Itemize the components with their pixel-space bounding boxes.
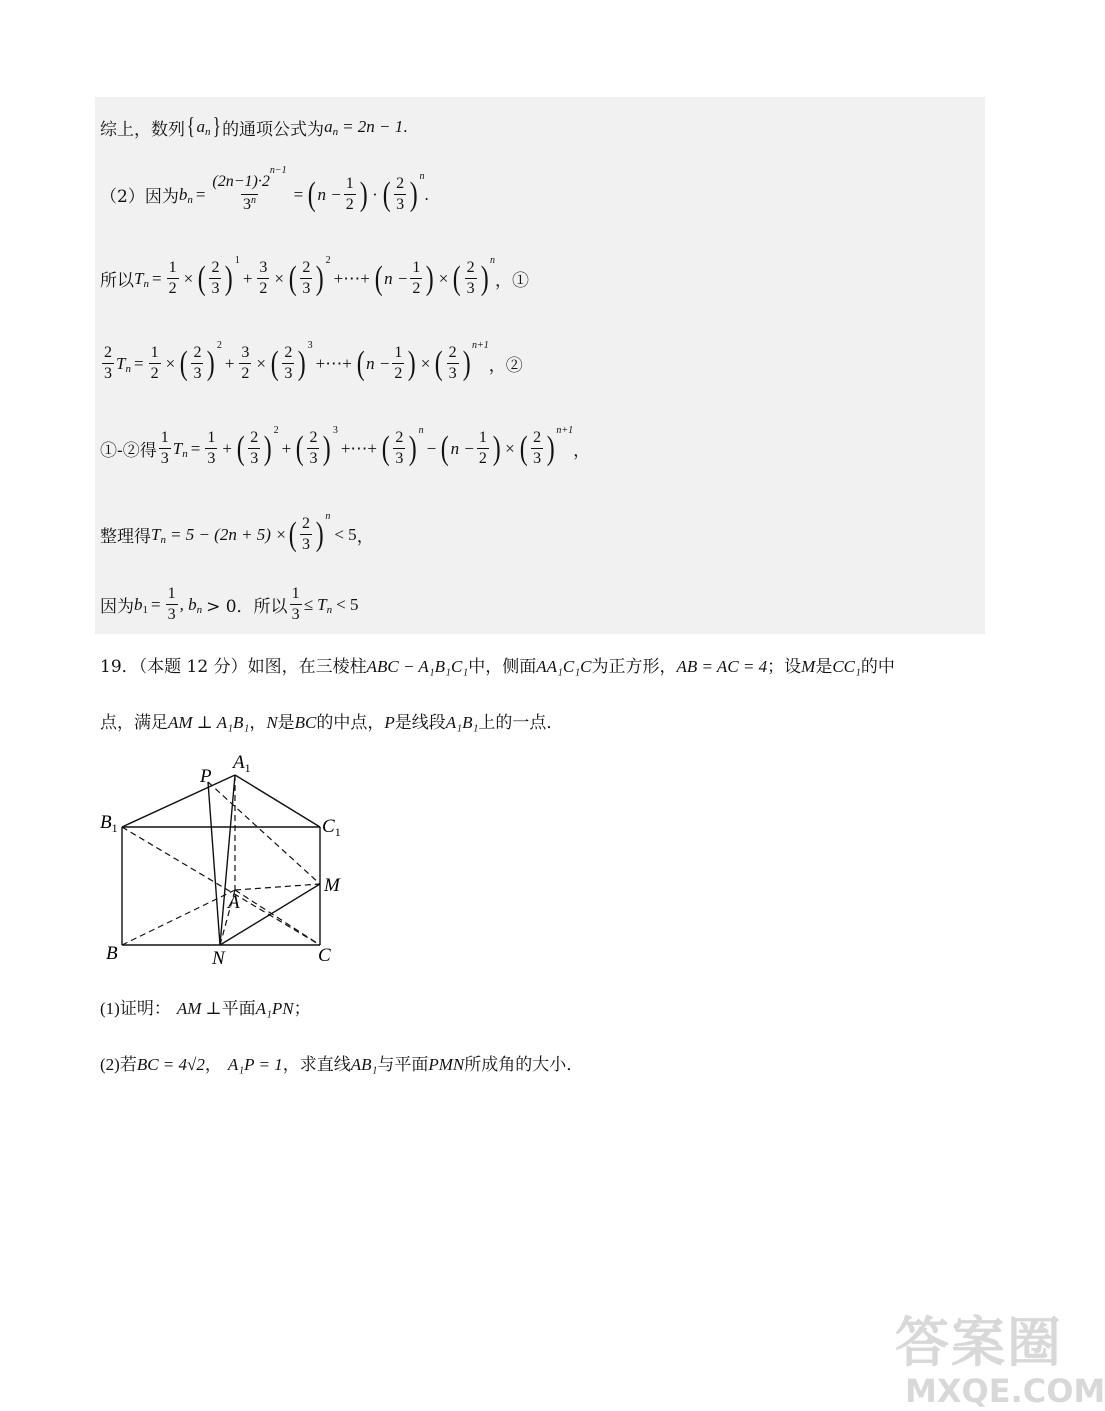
text: 平面 (221, 999, 256, 1019)
math: PMN (428, 1055, 465, 1074)
math: AM ⊥ A₁B₁ (168, 713, 250, 732)
brace-left: { (186, 114, 195, 140)
prism-figure (100, 750, 360, 970)
text: 中，侧面 (468, 657, 537, 677)
fraction (531, 428, 543, 469)
fraction (167, 258, 179, 299)
numerator: 1 (168, 259, 177, 276)
plus: + (242, 268, 253, 288)
paren: ( (440, 429, 449, 467)
paren: ( (374, 259, 383, 297)
text: 是线段 (394, 713, 446, 733)
ellipsis: +⋯+ (340, 438, 377, 458)
paren: ( (236, 429, 245, 467)
equals: = (151, 268, 162, 288)
denominator: 3 (448, 365, 457, 382)
denominator: 2 (241, 365, 250, 382)
text: 是 (815, 657, 833, 677)
text: ，求直线 (282, 1055, 351, 1075)
paren: ( (295, 429, 304, 467)
problem-line-2 (100, 708, 563, 733)
denominator: 3 (211, 280, 220, 297)
math: < 5 (334, 524, 357, 544)
problem-line-1 (100, 652, 895, 677)
math-sub: 1 (142, 603, 148, 616)
label-c1: $C_1$ (322, 816, 341, 839)
math: T (151, 524, 161, 544)
segment-pm (208, 782, 320, 884)
fraction (248, 428, 260, 469)
paren: ) (409, 429, 417, 467)
numerator: 1 (345, 175, 354, 192)
text: . (424, 184, 429, 204)
math: = 2n − 1 (342, 117, 404, 136)
times: × (505, 438, 515, 458)
math: A₁P = 1 (227, 1055, 283, 1074)
watermark-brand: 答案圈 (895, 1311, 1063, 1374)
text: ， (204, 1055, 222, 1075)
sup: n (251, 195, 257, 206)
math: AA₁C₁C (536, 657, 592, 676)
paren: ) (359, 175, 368, 213)
numerator: 2 (250, 429, 259, 446)
math: BC (294, 713, 317, 732)
fraction (392, 343, 404, 384)
watermark-site: MXQE.COM (905, 1372, 1105, 1410)
sup: n (419, 171, 425, 182)
math-sub: n (326, 603, 333, 616)
fraction (410, 258, 422, 299)
paren: ) (462, 344, 471, 382)
equals: = (293, 184, 304, 204)
paren: ( (288, 515, 297, 553)
fraction (166, 584, 178, 625)
paren: ( (356, 344, 365, 382)
denominator: 3 (104, 365, 112, 382)
text: 是 (277, 713, 295, 733)
math: AB = AC = 4 (676, 657, 768, 676)
fraction (210, 165, 288, 217)
paren: ) (298, 344, 306, 382)
math: A₁PN (255, 999, 294, 1018)
text: ， (356, 527, 374, 547)
fraction (465, 258, 477, 299)
math-sub: n (160, 533, 166, 546)
numerator: 1 (412, 259, 421, 276)
math: a (196, 117, 206, 136)
paren: ( (382, 175, 391, 213)
denominator: 2 (478, 450, 487, 467)
dot: · (372, 184, 378, 204)
paren: ) (263, 429, 272, 467)
math: P (384, 713, 395, 732)
math: n − (317, 184, 342, 204)
denominator: 3 (167, 606, 176, 623)
denominator: 3 (302, 280, 311, 297)
numerator: 2 (302, 259, 311, 276)
paren: ) (207, 344, 216, 382)
equals: = (133, 353, 144, 373)
numerator: 2 (448, 344, 457, 361)
fraction (209, 258, 221, 299)
fraction (102, 343, 114, 384)
denominator: 2 (394, 365, 403, 382)
sup: n (418, 425, 424, 436)
label-c: C (318, 945, 331, 966)
label-a: A (228, 892, 240, 913)
text: 综上，数列 (100, 119, 185, 140)
numerator: 1 (291, 585, 300, 602)
times: × (420, 353, 431, 373)
math-sub: n (125, 362, 131, 375)
denominator: 3 (160, 450, 169, 467)
math: A₁B₁ (445, 713, 479, 732)
watermark (895, 1300, 1105, 1410)
fraction (191, 343, 203, 384)
numerator: 2 (193, 344, 202, 361)
numerator: 2 (302, 515, 311, 532)
text: (2)若 (100, 1055, 137, 1074)
fraction (290, 584, 302, 625)
brace-right: } (212, 114, 221, 140)
text: 为正方形， (591, 657, 677, 677)
math-sub: n (205, 126, 211, 138)
math: AB₁ (350, 1055, 378, 1074)
denominator: 2 (259, 280, 268, 297)
text: ；设 (767, 657, 802, 677)
fraction (393, 428, 405, 469)
text: （2）因为 (100, 187, 179, 207)
math: , b (179, 594, 197, 614)
denominator: 3 (207, 450, 216, 467)
text: 所以 (100, 271, 134, 291)
sup: n (325, 511, 331, 522)
text: （本题 12 分）如图，在三棱柱 (138, 657, 367, 677)
paren: ( (288, 259, 297, 297)
solution-line-2 (100, 165, 429, 217)
paren: ( (197, 259, 206, 297)
label-n: N (212, 948, 225, 969)
fraction (159, 428, 171, 469)
text: 的通项公式为 (222, 119, 325, 140)
math: BC = 4√2 (136, 1055, 205, 1074)
paren: ( (307, 175, 316, 213)
numerator: 2 (309, 429, 318, 446)
denominator: 3 (395, 450, 404, 467)
denominator: 2 (345, 196, 354, 213)
times: × (438, 268, 449, 288)
text: . (403, 117, 408, 136)
sup: 1 (234, 255, 240, 266)
math: N (266, 713, 278, 732)
numerator: 3 (259, 259, 268, 276)
solution-line-6 (100, 511, 374, 555)
paren: ) (316, 259, 324, 297)
sup: n−1 (269, 165, 287, 176)
segment-pn (208, 782, 220, 945)
text: 的中点， (316, 713, 385, 733)
text: 所成角的大小． (464, 1055, 584, 1075)
label-a1: $A_1$ (233, 752, 251, 775)
math-sub: n (196, 603, 203, 616)
denominator: 2 (150, 365, 159, 382)
numerator: 1 (160, 429, 169, 446)
math: ABC − A₁B₁C₁ (366, 657, 469, 676)
question-2 (100, 1050, 583, 1075)
denominator: 3 (466, 280, 475, 297)
text: ， (573, 441, 591, 461)
plus: + (222, 438, 232, 458)
denominator: 2 (168, 280, 177, 297)
math: a (324, 117, 333, 136)
paren: ) (323, 429, 332, 467)
math: M (801, 657, 816, 676)
numerator: 2 (396, 175, 405, 192)
text: (1)证明： (100, 999, 171, 1018)
text: ，② (488, 356, 523, 376)
solution-line-3 (100, 255, 529, 299)
text: ，① (494, 271, 529, 291)
fraction (282, 343, 294, 384)
text: 点，满足 (100, 713, 168, 733)
denominator: 3 (193, 365, 202, 382)
numerator: 1 (207, 429, 216, 446)
math: b (178, 184, 188, 204)
numerator: 2 (395, 429, 404, 446)
math: n − (384, 268, 409, 288)
times: × (274, 268, 284, 288)
denominator: 3 (309, 450, 318, 467)
equals: = (190, 438, 201, 458)
paren: ) (480, 259, 489, 297)
problem-number: 19． (100, 657, 139, 677)
fraction (300, 514, 312, 555)
numerator: 2 (284, 344, 293, 361)
sup: 2 (216, 340, 222, 351)
paren: ( (381, 429, 390, 467)
math: ≤ T (303, 594, 327, 614)
denominator: 3 (396, 196, 405, 213)
plus: + (224, 353, 235, 373)
numerator: 2 (104, 344, 112, 361)
math: T (134, 268, 144, 288)
math: < 5 (336, 594, 359, 614)
fraction (300, 258, 312, 299)
math-sub: n (182, 447, 188, 460)
ellipsis: +⋯+ (333, 268, 370, 288)
paren: ) (408, 344, 417, 382)
text: > 0．所以 (206, 597, 288, 617)
solution-line-4 (100, 340, 523, 384)
solution-line-7 (100, 584, 358, 625)
fraction (239, 343, 251, 384)
math: b (134, 594, 143, 614)
ellipsis: +⋯+ (315, 353, 352, 373)
denominator: 3 (291, 606, 300, 623)
math: CC₁ (832, 657, 861, 676)
paren: ( (179, 344, 188, 382)
segment-am (235, 884, 320, 890)
text: 的中 (860, 657, 895, 677)
denominator: 3 (302, 536, 311, 553)
math: n − (450, 438, 475, 458)
label-p: P (200, 766, 212, 787)
minus: − (426, 438, 437, 458)
text: 整理得 (100, 527, 151, 547)
denominator: 3 (533, 450, 542, 467)
label-m: M (324, 875, 340, 896)
paren: ( (270, 344, 279, 382)
denominator: 3 (284, 365, 293, 382)
math: = 5 − (2n + 5) × (169, 524, 287, 544)
sup: 3 (332, 425, 338, 436)
plus: + (281, 438, 292, 458)
numerator: 2 (466, 259, 475, 276)
paren: ( (519, 429, 528, 467)
paren: ) (409, 175, 418, 213)
question-1 (100, 994, 311, 1019)
paren: ) (492, 429, 501, 467)
paren: ( (453, 259, 461, 297)
denominator: 3 (243, 196, 252, 213)
paren: ( (435, 344, 443, 382)
paren: ) (225, 259, 234, 297)
equals: = (151, 594, 161, 614)
numerator: 2 (211, 259, 220, 276)
paren: ) (315, 515, 324, 553)
numerator: 1 (150, 344, 159, 361)
numerator: (2n−1)·2 (212, 173, 270, 190)
sup: 2 (325, 255, 331, 266)
fraction (257, 258, 269, 299)
numerator: 1 (167, 585, 176, 602)
sup: 3 (307, 340, 313, 351)
sup: n (489, 255, 495, 266)
math: AM ⊥ (176, 999, 222, 1018)
solution-line-1 (100, 112, 408, 142)
fraction (477, 428, 489, 469)
text: ， (249, 713, 267, 733)
math: n − (366, 353, 391, 373)
label-b1: $B_1$ (100, 812, 118, 835)
times: × (256, 353, 266, 373)
times: × (183, 268, 194, 288)
math-sub: n (143, 277, 149, 290)
fraction (447, 343, 459, 384)
fraction (394, 174, 406, 215)
math-sub: n (187, 193, 193, 206)
sup: n+1 (556, 425, 574, 436)
sup: 2 (273, 425, 279, 436)
fraction (307, 428, 319, 469)
fraction (149, 343, 161, 384)
text: 与平面 (377, 1055, 429, 1075)
sup: n+1 (471, 340, 489, 351)
numerator: 3 (241, 344, 250, 361)
paren: ) (426, 259, 435, 297)
fraction (344, 174, 356, 215)
edge-a1c1 (235, 775, 320, 827)
numerator: 1 (478, 429, 487, 446)
equals: = (195, 184, 206, 204)
times: × (165, 353, 176, 373)
numerator: 2 (533, 429, 542, 446)
denominator: 3 (250, 450, 259, 467)
fraction (205, 428, 217, 469)
text: ； (293, 999, 311, 1019)
text: 因为 (100, 597, 134, 617)
paren: ) (546, 429, 555, 467)
math-sub: n (332, 126, 339, 138)
math: T (116, 353, 126, 373)
edge-b1a1 (122, 775, 235, 827)
denominator: 2 (412, 280, 421, 297)
math: T (172, 438, 183, 458)
numerator: 1 (394, 344, 403, 361)
solution-line-5 (100, 425, 591, 469)
text: ①-②得 (100, 441, 157, 461)
label-b: B (106, 943, 118, 964)
segment-a1n (220, 775, 235, 945)
text: 上的一点． (478, 713, 564, 733)
